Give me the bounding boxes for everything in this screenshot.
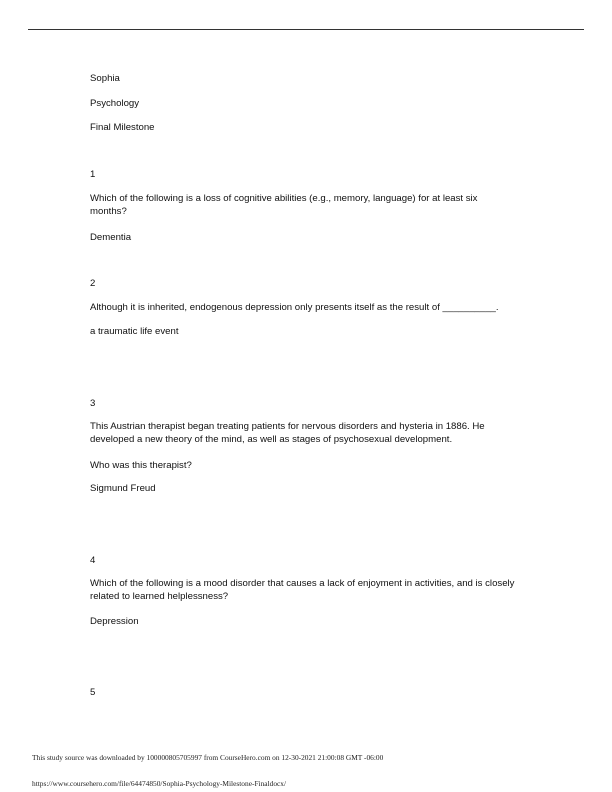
question-2-answer: a traumatic life event bbox=[90, 326, 179, 337]
question-3-prompt-followup: Who was this therapist? bbox=[90, 460, 192, 471]
question-1-number: 1 bbox=[90, 169, 96, 180]
question-3-prompt: This Austrian therapist began treating patients for nervous disorders and hysteria in 1886. He developed a new theory of the mind, as well as stages of psychosexual development. bbox=[90, 421, 485, 445]
download-notice: This study source was downloaded by 100000805705997 from CourseHero.com on 12-30-2021 21:00:08 GMT -06:00 bbox=[32, 753, 384, 762]
subject: Psychology bbox=[90, 98, 140, 109]
question-1-answer: Dementia bbox=[90, 232, 132, 243]
question-2-prompt: Although it is inherited, endogenous depression only presents itself as the result of __________. bbox=[90, 302, 499, 313]
source-url[interactable]: https://www.coursehero.com/file/64474850/Sophia-Psychology-Milestone-Finaldocx/ bbox=[32, 779, 287, 788]
document-title: Final Milestone bbox=[90, 122, 155, 133]
question-2-number: 2 bbox=[90, 278, 96, 289]
question-5-number: 5 bbox=[90, 687, 96, 698]
question-4-prompt: Which of the following is a mood disorder that causes a lack of enjoyment in activities, and is closely related to learned helplessness? bbox=[90, 578, 515, 602]
top-rule bbox=[28, 29, 584, 30]
question-3-answer: Sigmund Freud bbox=[90, 483, 156, 494]
question-4-answer: Depression bbox=[90, 616, 139, 627]
question-4-number: 4 bbox=[90, 555, 96, 566]
question-1-prompt: Which of the following is a loss of cognitive abilities (e.g., memory, language) for at least six months? bbox=[90, 193, 478, 217]
question-3-number: 3 bbox=[90, 398, 96, 409]
author-name: Sophia bbox=[90, 73, 120, 84]
